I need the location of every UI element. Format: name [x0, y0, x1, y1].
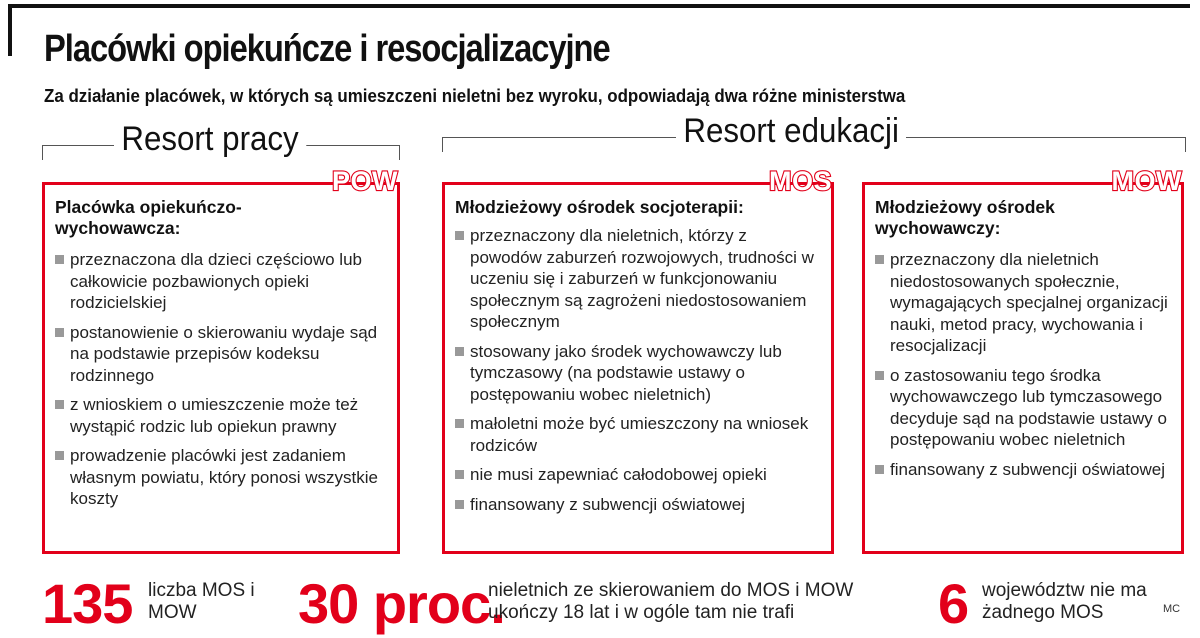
- list-item: przeznaczona dla dzieci częściowo lub całkowicie pozbawionych opieki rodzicielskiej: [55, 249, 389, 314]
- list-item: przeznaczony dla nieletnich niedostosowanych społecznie, wymagających specjalnej organizacji nauki, metod pracy, wychowania i resocjalizacji: [875, 249, 1173, 357]
- resort-pracy-title: Resort pracy: [114, 120, 306, 159]
- stat-135-value: 135: [42, 572, 133, 635]
- list-item: małoletni może być umieszczony na wniosek rodziców: [455, 413, 823, 456]
- bullet-square-icon: [55, 451, 64, 460]
- list-item: stosowany jako środek wychowawczy lub tymczasowy (na podstawie ustawy o postępowaniu wobec nieletnich): [455, 341, 823, 406]
- box-mow-heading: Młodzieżowy ośrodek wychowawczy:: [875, 197, 1055, 238]
- box-mos-list: [455, 225, 823, 523]
- bullet-square-icon: [875, 255, 884, 264]
- bullet-square-icon: [55, 255, 64, 264]
- bullet-square-icon: [875, 465, 884, 474]
- box-mow: [862, 166, 1184, 554]
- box-mos: [442, 166, 834, 554]
- credit-initials: MC: [1163, 603, 1181, 615]
- bullet-square-icon: [455, 231, 464, 240]
- list-item: z wnioskiem o umieszczenie może też wystąpić rodzic lub opiekun prawny: [55, 394, 389, 437]
- bullet-square-icon: [875, 371, 884, 380]
- box-pow: [42, 166, 400, 554]
- bullet-square-icon: [55, 400, 64, 409]
- stat-30-value: 30 proc.: [298, 572, 505, 635]
- badge-mow: MOW: [1111, 166, 1182, 196]
- list-item: nie musi zapewniać całodobowej opieki: [455, 464, 823, 486]
- bullet-square-icon: [455, 500, 464, 509]
- stat-6-value: 6: [938, 572, 969, 635]
- page-subtitle: Za działanie placówek, w których są umieszczeni nieletni bez wyroku, odpowiadają dwa różne ministerstwa: [44, 86, 906, 106]
- badge-pow: POW: [332, 166, 398, 196]
- list-item: finansowany z subwencji oświatowej: [455, 494, 823, 516]
- bullet-square-icon: [55, 328, 64, 337]
- box-mos-heading: Młodzieżowy ośrodek socjoterapii:: [455, 197, 744, 217]
- frame-left-rule: [8, 4, 12, 56]
- box-pow-list: [55, 249, 389, 518]
- stat-6-label: województw nie ma żadnego MOS: [982, 580, 1147, 623]
- stat-30-label: nieletnich ze skierowaniem do MOS i MOW ukończy 18 lat i w ogóle tam nie trafi: [488, 580, 854, 623]
- page-title: Placówki opiekuńcze i resocjalizacyjne: [44, 28, 610, 70]
- list-item: przeznaczony dla nieletnich, którzy z powodów zaburzeń rozwojowych, trudności w uczeniu się i zaburzeń w funkcjonowaniu społecznym są zagrożeni niedostosowaniem społecznym: [455, 225, 823, 333]
- list-item: prowadzenie placówki jest zadaniem własnym powiatu, który ponosi wszystkie koszty: [55, 445, 389, 510]
- box-mow-list: [875, 249, 1173, 488]
- bullet-square-icon: [455, 347, 464, 356]
- list-item: finansowany z subwencji oświatowej: [875, 459, 1173, 481]
- bullet-square-icon: [455, 470, 464, 479]
- bullet-square-icon: [455, 419, 464, 428]
- list-item: o zastosowaniu tego środka wychowawczego lub tymczasowego decyduje sąd na podstawie ustawy o postępowaniu wobec nieletnich: [875, 365, 1173, 451]
- badge-mos: MOS: [768, 166, 832, 196]
- list-item: postanowienie o skierowaniu wydaje sąd na podstawie przepisów kodeksu rodzinnego: [55, 322, 389, 387]
- box-pow-heading: Placówka opiekuńczo-wychowawcza:: [55, 197, 242, 238]
- resort-edukacji-title: Resort edukacji: [676, 112, 906, 151]
- frame-top-rule: [8, 4, 1190, 8]
- stat-135-label: liczba MOS i MOW: [148, 580, 255, 623]
